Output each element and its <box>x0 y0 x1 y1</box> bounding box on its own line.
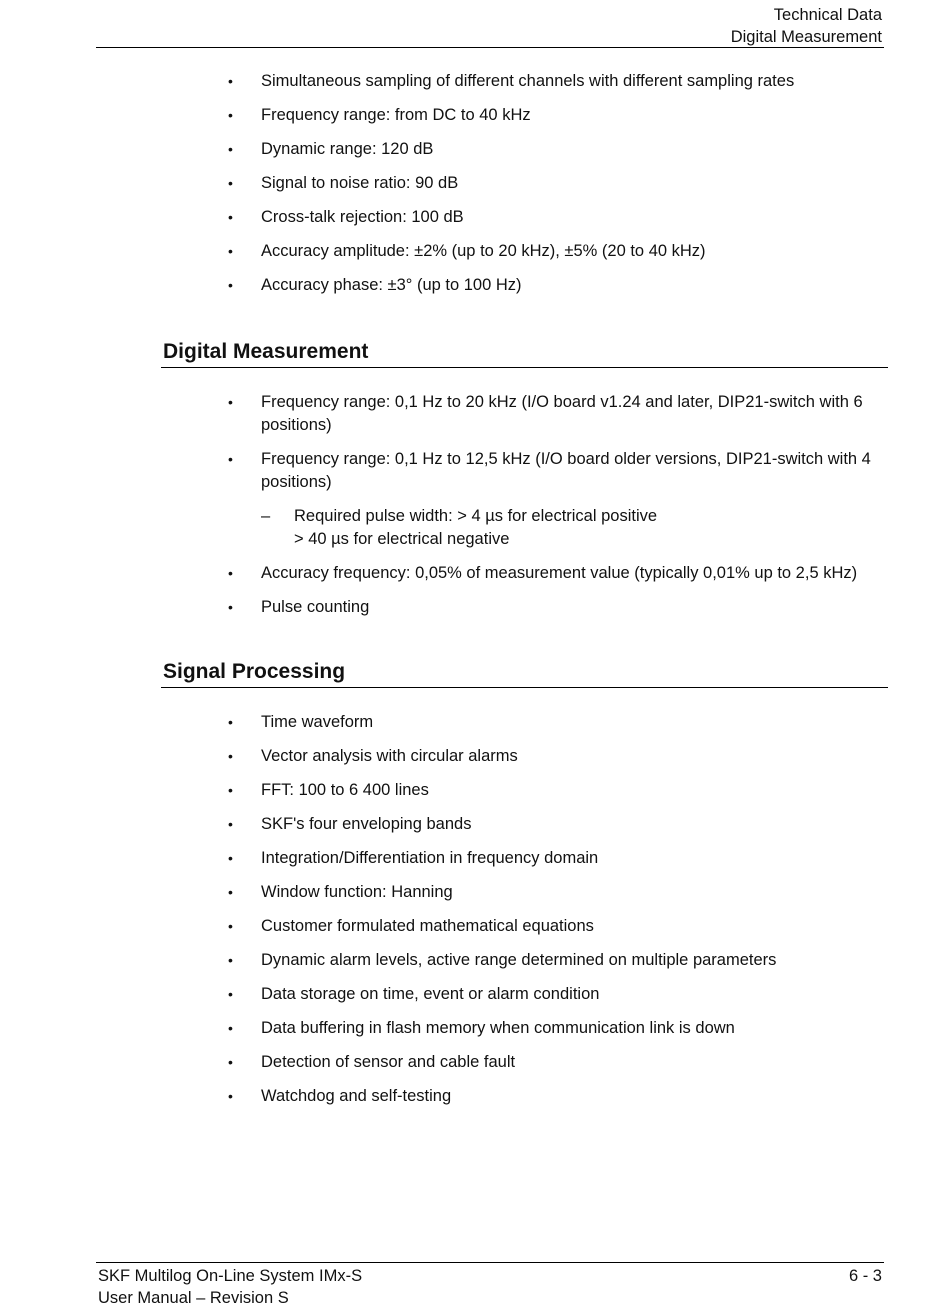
list-item: • Vector analysis with circular alarms <box>0 745 881 768</box>
bullet-icon: • <box>228 918 233 934</box>
bullet-icon: • <box>228 1020 233 1036</box>
header-section: Digital Measurement <box>730 28 882 46</box>
footer-product-name: SKF Multilog On-Line System IMx-S <box>98 1267 363 1285</box>
list-item: • Simultaneous sampling of different channels with different sampling rates <box>0 70 881 93</box>
header-rule <box>96 47 884 48</box>
bullet-icon: • <box>228 714 233 730</box>
bullet-icon: • <box>228 599 233 615</box>
list-item: • Watchdog and self-testing <box>0 1085 881 1108</box>
header-chapter: Technical Data <box>773 6 882 24</box>
list-item: • Integration/Differentiation in frequency domain <box>0 847 881 870</box>
list-item: • SKF's four enveloping bands <box>0 813 881 836</box>
list-item: • Frequency range: from DC to 40 kHz <box>0 104 881 127</box>
bullet-icon: • <box>228 884 233 900</box>
bullet-icon: • <box>228 782 233 798</box>
bullet-icon: • <box>228 277 233 293</box>
list-item: • Signal to noise ratio: 90 dB <box>0 172 881 195</box>
footer-document-info <box>98 1265 362 1309</box>
bullet-icon: • <box>228 394 233 410</box>
list-item: • Data buffering in flash memory when communication link is down <box>0 1017 881 1040</box>
list-item: • Dynamic range: 120 dB <box>0 138 881 161</box>
digital-spec-list <box>0 391 950 630</box>
bullet-icon: • <box>228 1088 233 1104</box>
footer-revision: User Manual – Revision S <box>98 1289 289 1307</box>
page-number: 6 - 3 <box>848 1267 882 1285</box>
analog-spec-list <box>0 70 950 308</box>
list-item: • Time waveform <box>0 711 881 734</box>
bullet-icon: • <box>228 451 233 467</box>
bullet-icon: • <box>228 73 233 89</box>
bullet-icon: • <box>228 243 233 259</box>
bullet-icon: • <box>228 850 233 866</box>
section-heading-digital-measurement: Digital Measurement <box>161 339 888 368</box>
bullet-icon: • <box>228 986 233 1002</box>
list-item: • Cross-talk rejection: 100 dB <box>0 206 881 229</box>
signal-processing-list <box>0 711 950 1119</box>
list-item: • Accuracy amplitude: ±2% (up to 20 kHz), ±5% (20 to 40 kHz) <box>0 240 881 263</box>
bullet-icon: • <box>228 107 233 123</box>
list-item: • FFT: 100 to 6 400 lines <box>0 779 881 802</box>
bullet-icon: • <box>228 209 233 225</box>
list-item: • Accuracy frequency: 0,05% of measurement value (typically 0,01% up to 2,5 kHz) <box>0 562 881 585</box>
bullet-icon: • <box>228 748 233 764</box>
list-item: • Customer formulated mathematical equations <box>0 915 881 938</box>
list-item: • Accuracy phase: ±3° (up to 100 Hz) <box>0 274 881 297</box>
list-item: • Data storage on time, event or alarm condition <box>0 983 881 1006</box>
section-heading-signal-processing: Signal Processing <box>161 659 888 688</box>
bullet-icon: • <box>228 141 233 157</box>
bullet-icon: • <box>228 952 233 968</box>
list-item: • Frequency range: 0,1 Hz to 20 kHz (I/O board v1.24 and later, DIP21-switch with 6 positions) <box>228 393 863 434</box>
running-header <box>96 4 882 48</box>
list-item: • Pulse counting <box>0 596 881 619</box>
footer-rule <box>96 1262 884 1263</box>
bullet-icon: • <box>228 565 233 581</box>
list-item: • Frequency range: 0,1 Hz to 12,5 kHz (I/O board older versions, DIP21-switch with 4 positions) <box>228 450 871 491</box>
list-item: • Detection of sensor and cable fault <box>0 1051 881 1074</box>
list-item: • Window function: Hanning <box>0 881 881 904</box>
bullet-icon: • <box>228 1054 233 1070</box>
bullet-icon: • <box>228 175 233 191</box>
sub-list-item: – Required pulse width: > 4 µs for electrical positive > 40 µs for electrical negative <box>261 507 658 548</box>
list-item: • Dynamic alarm levels, active range determined on multiple parameters <box>0 949 881 972</box>
dash-icon: – <box>261 507 271 525</box>
bullet-icon: • <box>228 816 233 832</box>
